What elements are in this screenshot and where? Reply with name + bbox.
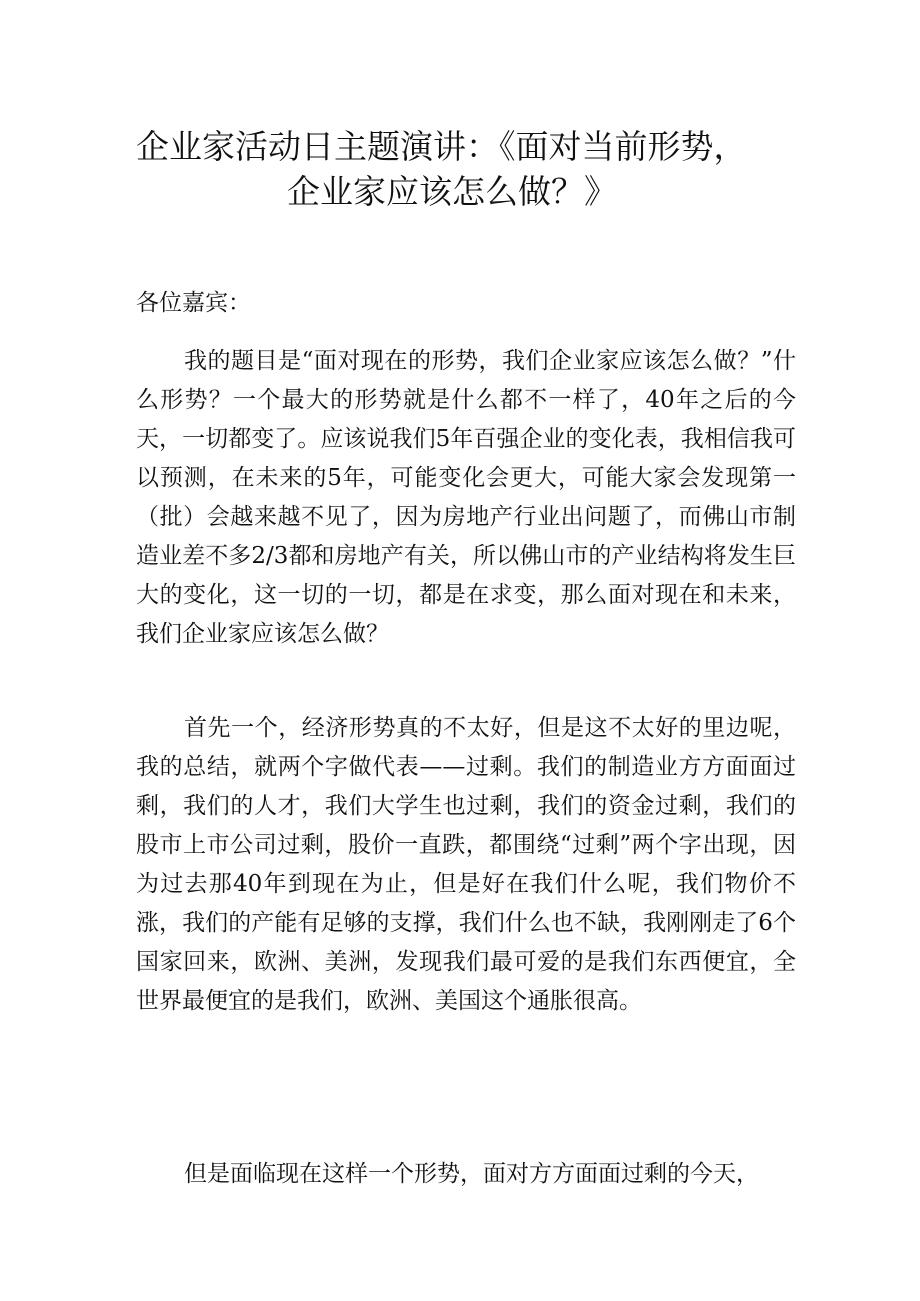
paragraph-1: 我的题目是“面对现在的形势，我们企业家应该怎么做？”什么形势？一个最大的形势就是什么都不一样了，40年之后的今天，一切都变了。应该说我们5年百强企业的变化表，我相信我可以预测，在未来的5年，可能变化会更大，可能大家会发现第一（批）会越来越不见了，因为房地产行业出问题了，而佛山市制造业差不多2/3都和房地产有关，所以佛山市的产业结构将发生巨大的变化，这一切的一切，都是在求变，那么面对现在和未来，我们企业家应该怎么做？ (136, 348, 796, 647)
document-title-line-1: 企业家活动日主题演讲：《面对当前形势， (136, 127, 747, 166)
paragraph-2: 首先一个，经济形势真的不太好，但是这不太好的里边呢，我的总结，就两个字做代表——过剩。我们的制造业方方面面过剩，我们的人才，我们大学生也过剩，我们的资金过剩，我们的股市上市公司过剩，股价一直跌，都围绕“过剩”两个字出现，因为过去那40年到现在为止，但是好在我们什么呢，我们物价不涨，我们的产能有足够的支撑，我们什么也不缺，我刚刚走了6个国家回来，欧洲、美洲，发现我们最可爱的是我们东西便宜，全世界最便宜的是我们，欧洲、美国这个通胀很高。 (136, 715, 796, 1014)
paragraph-3: 但是面临现在这样一个形势，面对方方面面过剩的今天， (184, 1161, 759, 1187)
document-title-line-2: 企业家应该怎么做？》 (287, 172, 617, 211)
salutation: 各位嘉宾： (136, 290, 251, 316)
